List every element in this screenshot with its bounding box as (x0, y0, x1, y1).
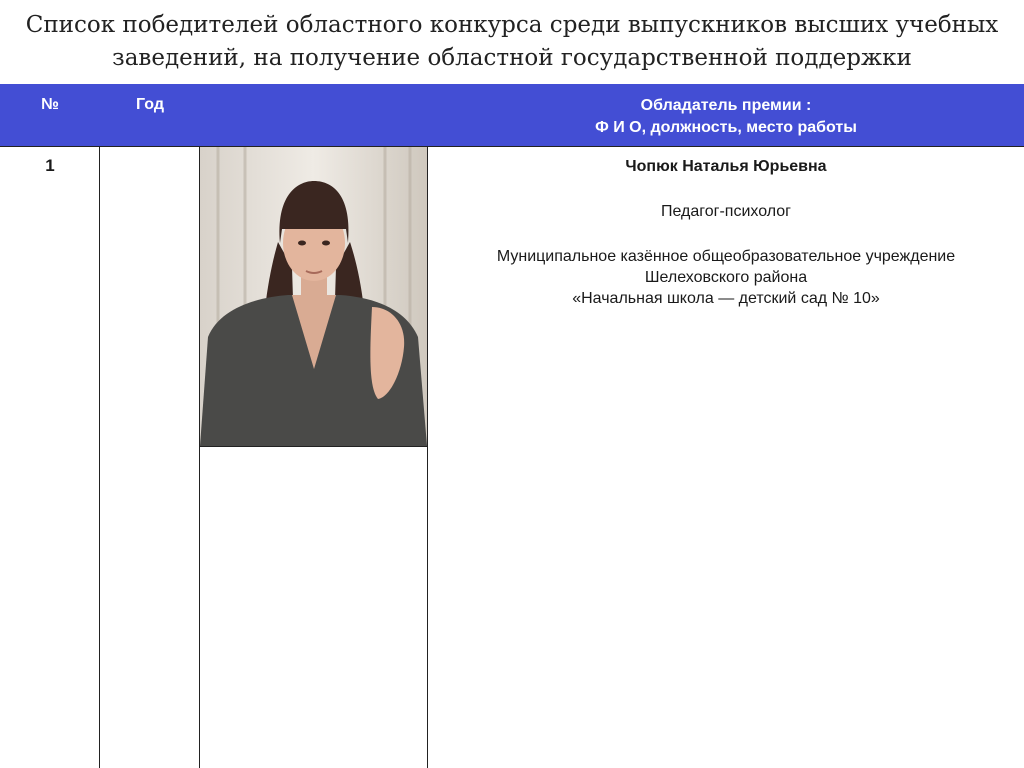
organization-line-1: Муниципальное казённое общеобразовательное учреждение (496, 248, 956, 265)
title-line-2: заведений, на получение областной государственной поддержки (112, 45, 912, 71)
organization-line-2: Шелеховского района (644, 269, 808, 286)
header-number: № (41, 96, 59, 113)
organization-line-3: «Начальная школа — детский сад № 10» (572, 290, 880, 307)
column-divider (99, 146, 100, 768)
header-winner-line-1: Обладатель премии : (640, 97, 812, 114)
person-photo-icon (200, 147, 427, 446)
winner-photo (200, 147, 427, 446)
row-number: 1 (45, 156, 55, 175)
table-top-border (0, 146, 1024, 147)
winner-organization (428, 246, 1024, 309)
winner-name: Чопюк Наталья Юрьевна (625, 158, 827, 175)
header-year: Год (136, 96, 164, 113)
photo-border (200, 446, 427, 447)
title-line-1: Список победителей областного конкурса среди выпускников высших учебных (25, 12, 999, 38)
header-winner-line-2: Ф И О, должность, место работы (595, 119, 857, 136)
winner-info (428, 156, 1024, 309)
header-winner (428, 84, 1024, 146)
table-header (0, 84, 1024, 146)
page-title (0, 0, 1024, 84)
winner-position: Педагог-психолог (660, 203, 792, 220)
